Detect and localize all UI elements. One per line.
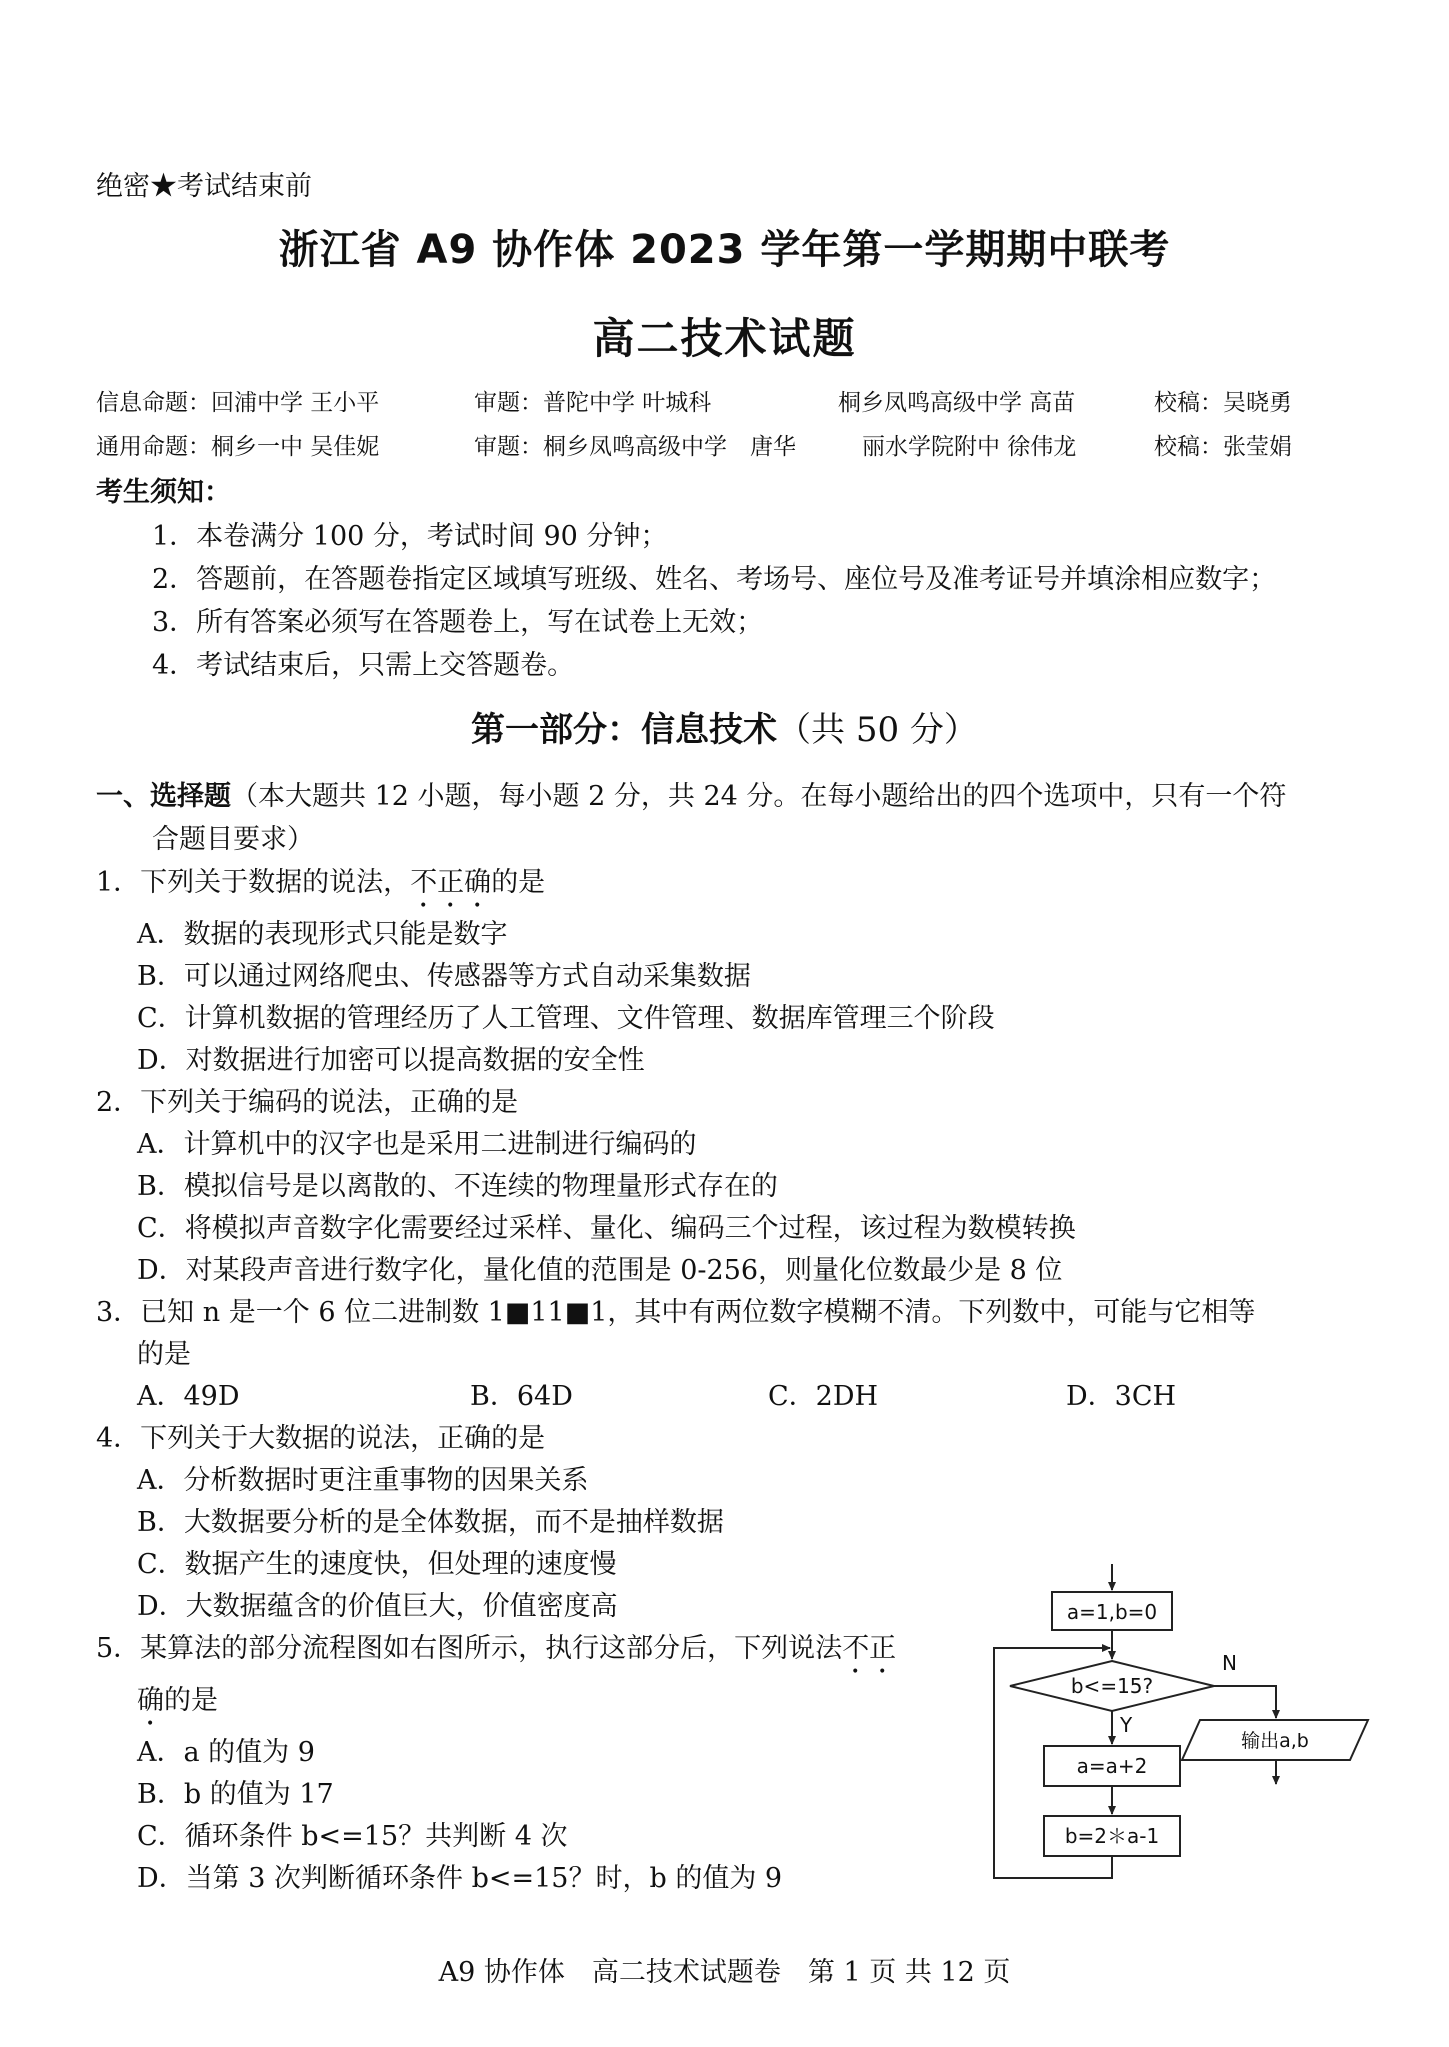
staff-info-reviewer: 审题：普陀中学 叶城科: [474, 390, 712, 416]
question-5-text-end: 的是: [164, 1685, 218, 1716]
question-3-option-d: D．3CH: [1066, 1381, 1177, 1412]
notice-item: 4．考试结束后，只需上交答题卷。: [152, 650, 575, 681]
question-4-option-a: A．分析数据时更注重事物的因果关系: [137, 1465, 589, 1496]
flowchart: [990, 1560, 1390, 1900]
question-2-option-b: B．模拟信号是以离散的、不连续的物理量形式存在的: [137, 1171, 778, 1202]
part-heading: [0, 702, 1449, 751]
question-1-option-a: A．数据的表现形式只能是数字: [137, 919, 508, 950]
question-1-stem: [96, 860, 545, 914]
notice-item: 1．本卷满分 100 分，考试时间 90 分钟；: [152, 521, 668, 552]
section-label: 一、选择题: [96, 781, 231, 812]
staff-tech-reviewer-2: 丽水学院附中 徐伟龙: [862, 434, 1077, 460]
question-3-option-b: B．64D: [470, 1381, 573, 1412]
question-5-option-c: C．循环条件 b<=15？共判断 4 次: [137, 1821, 568, 1852]
flow-init-text: a=1,b=0: [1066, 1600, 1158, 1624]
question-1-emphasis: 不正确: [410, 867, 492, 898]
staff-tech-proofreader: 校稿：张莹娟: [1154, 434, 1292, 460]
flow-no-label: N: [1222, 1651, 1237, 1675]
question-5-emphasis: 不正: [842, 1633, 897, 1664]
question-3-option-c: C．2DH: [768, 1381, 879, 1412]
confidential-label: 绝密★考试结束前: [96, 171, 312, 202]
question-1-text: 1．下列关于数据的说法，: [96, 867, 411, 898]
question-5-emphasis-cont: 确: [137, 1685, 164, 1716]
part-score: （共 50 分）: [777, 710, 978, 750]
question-2-stem: 2．下列关于编码的说法，正确的是: [96, 1087, 519, 1118]
question-4-stem: 4．下列关于大数据的说法，正确的是: [96, 1423, 546, 1454]
question-4-option-c: C．数据产生的速度快，但处理的速度慢: [137, 1549, 617, 1580]
exam-subtitle: 高二技术试题: [592, 314, 857, 363]
notice-item: 2．答题前，在答题卷指定区域填写班级、姓名、考场号、座位号及准考证号并填涂相应数字；: [152, 564, 1277, 595]
question-5-option-d: D．当第 3 次判断循环条件 b<=15？时，b 的值为 9: [137, 1863, 783, 1894]
question-1-option-d: D．对数据进行加密可以提高数据的安全性: [137, 1045, 645, 1076]
question-1-option-c: C．计算机数据的管理经历了人工管理、文件管理、数据库管理三个阶段: [137, 1003, 995, 1034]
question-2-option-c: C．将模拟声音数字化需要经过采样、量化、编码三个过程，该过程为数模转换: [137, 1213, 1076, 1244]
question-3-stem: 3．已知 n 是一个 6 位二进制数 1■11■1，其中有两位数字模糊不清。下列数中，可能与它相等: [96, 1297, 1256, 1328]
section-heading: [96, 774, 1286, 813]
question-4-option-b: B．大数据要分析的是全体数据，而不是抽样数据: [137, 1507, 724, 1538]
staff-tech-reviewer: 审题：桐乡凤鸣高级中学 唐华: [474, 434, 796, 460]
question-5-option-b: B．b 的值为 17: [137, 1779, 334, 1810]
section-desc: （本大题共 12 小题，每小题 2 分，共 24 分。在每小题给出的四个选项中，只有一个符: [231, 781, 1287, 812]
question-1-option-b: B．可以通过网络爬虫、传感器等方式自动采集数据: [137, 961, 751, 992]
question-2-option-a: A．计算机中的汉字也是采用二进制进行编码的: [137, 1129, 697, 1160]
page-footer: A9 协作体 高二技术试题卷 第 1 页 共 12 页: [438, 1957, 1011, 1988]
question-1-text-end: 的是: [491, 867, 546, 898]
notice-heading: 考生须知：: [96, 477, 231, 508]
staff-info-author: 信息命题：回浦中学 王小平: [96, 390, 380, 416]
part-title: 第一部分：信息技术: [471, 710, 778, 750]
staff-info-reviewer-2: 桐乡凤鸣高级中学 高苗: [838, 390, 1076, 416]
flow-no-arrow: [1214, 1686, 1276, 1718]
section-desc-cont: 合题目要求）: [152, 824, 314, 855]
question-4-option-d: D．大数据蕴含的价值巨大，价值密度高: [137, 1591, 618, 1622]
staff-tech-author: 通用命题：桐乡一中 吴佳妮: [96, 434, 380, 460]
flow-yes-label: Y: [1120, 1713, 1133, 1737]
question-5-option-a: A．a 的值为 9: [137, 1737, 315, 1768]
question-5-text: 5．某算法的部分流程图如右图所示，执行这部分后，下列说法: [96, 1633, 843, 1664]
flow-output-text: 输出a,b: [1241, 1730, 1309, 1752]
question-3-stem-cont: 的是: [137, 1339, 191, 1370]
question-5-stem-cont: [137, 1678, 218, 1732]
question-5-stem: [96, 1626, 896, 1680]
staff-info-proofreader: 校稿：吴晓勇: [1154, 390, 1292, 416]
exam-title: 浙江省 A9 协作体 2023 学年第一学期期中联考: [278, 227, 1171, 273]
question-2-option-d: D．对某段声音进行数字化，量化值的范围是 0-256，则量化位数最少是 8 位: [137, 1255, 1063, 1286]
question-3-option-a: A．49D: [137, 1381, 240, 1412]
notice-item: 3．所有答案必须写在答题卷上，写在试卷上无效；: [152, 607, 764, 638]
flow-condition-text: b<=15?: [1070, 1674, 1154, 1698]
flow-step1-text: a=a+2: [1076, 1754, 1148, 1778]
flow-step2-text: b=2＊a-1: [1064, 1824, 1160, 1848]
